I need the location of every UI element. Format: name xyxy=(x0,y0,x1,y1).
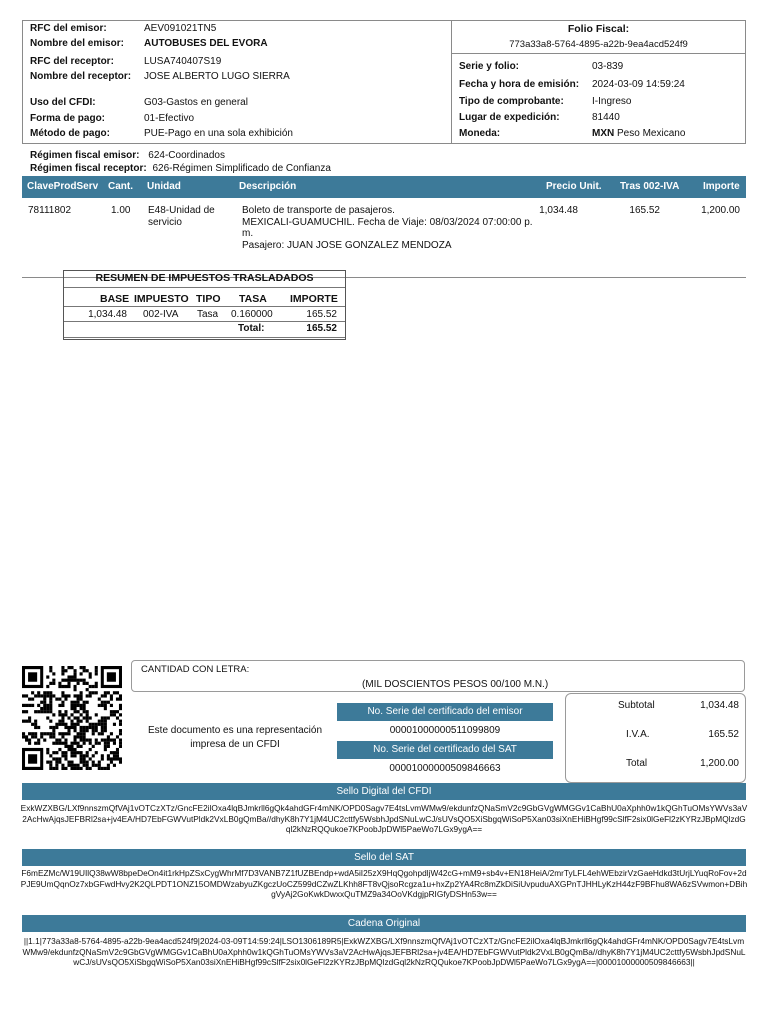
folio-fiscal-label: Folio Fiscal: xyxy=(567,23,630,35)
col-precio: Precio Unit. xyxy=(546,181,602,192)
item-clave: 78111802 xyxy=(28,205,72,216)
divider xyxy=(64,306,345,307)
items-table-header xyxy=(22,176,746,198)
col-clave: ClaveProdServ xyxy=(27,181,99,192)
total-label: Total xyxy=(626,758,648,769)
cantidad-con-letra xyxy=(131,660,745,692)
qr-code xyxy=(22,666,122,770)
uso-cfdi-label: Uso del CFDI: xyxy=(30,97,96,108)
resumen-col-importe: IMPORTE xyxy=(290,293,338,305)
serie-folio-label: Serie y folio: xyxy=(459,61,520,72)
resumen-total-value: 165.52 xyxy=(306,323,337,334)
divider xyxy=(64,287,345,288)
regimen-emisor xyxy=(30,149,331,162)
regimen-fiscal xyxy=(30,149,331,175)
cert-sat-label: No. Serie del certificado del SAT xyxy=(337,741,553,759)
cadena-original-title: Cadena Original xyxy=(22,915,746,932)
folio-fiscal xyxy=(452,21,745,54)
fecha-emision-label: Fecha y hora de emisión: xyxy=(459,79,580,90)
regimen-receptor-value: 626-Régimen Simplificado de Confianza xyxy=(152,163,331,174)
representacion-text: Este documento es una representación impresa de un CFDI xyxy=(148,725,322,750)
iva-value: 165.52 xyxy=(708,729,739,740)
iva-label: I.V.A. xyxy=(626,729,650,740)
cert-emisor-value: 00001000000511099809 xyxy=(389,725,501,736)
item-desc-line1: Boleto de transporte de pasajeros. xyxy=(242,205,395,216)
rfc-receptor-value: LUSA740407S19 xyxy=(144,56,222,67)
item-precio: 1,034.48 xyxy=(539,205,578,216)
resumen-col-tipo: TIPO xyxy=(196,293,221,305)
lugar-expedicion-label: Lugar de expedición: xyxy=(459,112,560,123)
item-desc-line4: Pasajero: JUAN JOSE GONZALEZ MENDOZA xyxy=(242,239,452,251)
col-unidad: Unidad xyxy=(147,181,181,192)
folio-fiscal-value: 773a33a8-5764-4895-a22b-9ea4acd524f9 xyxy=(509,39,688,50)
table-row xyxy=(22,198,746,278)
item-descripcion xyxy=(242,205,542,251)
item-unidad: E48-Unidad de servicio xyxy=(148,205,215,228)
item-iva: 165.52 xyxy=(629,205,660,216)
emisor-receptor-box xyxy=(22,20,452,144)
total-value: 1,200.00 xyxy=(700,758,739,769)
resumen-col-tasa: TASA xyxy=(239,293,267,305)
sello-sat-value: F6mEZMc/W19UIlQ38wW8bpeDeOn4it1rkHpZSxCygWhrMf7D3VANB7Z1fUZBEndp+wdA5iI25zX9HqQgohpdljW42cG+mM9+sb4v+EN18HeiA/2mrTyLFL4ehWEbzirVzGaeHdkd3tUrjLYuqRoFov+2dPJE9UmQqnOz7xbGFwdHvy2K2QLPDT1ONZ15OMDWzabyuZKgczUoCZ599dCZwZLKhh8FT8vQjsoRcgza1u+hxZp2YA4Rc8mZkDiSiUvpuduAXGPnTJHHLyKzH44zF9BFhu8WA6zSVwmon+DBihgVyAj2GoKwkDwxxQuTMZ9a34OoVKdgjpRIGfyDSHn53w== xyxy=(20,868,748,899)
regimen-receptor-label: Régimen fiscal receptor: xyxy=(30,163,147,174)
rfc-emisor-label: RFC del emisor: xyxy=(30,23,107,34)
rfc-emisor-value: AEV091021TN5 xyxy=(144,23,217,34)
serie-folio-value: 03-839 xyxy=(592,61,624,72)
resumen-base: 1,034.48 xyxy=(88,309,127,320)
totales-box xyxy=(565,693,746,783)
resumen-tipo: Tasa xyxy=(197,309,219,320)
resumen-importe: 165.52 xyxy=(306,309,337,320)
moneda-name: Peso Mexicano xyxy=(617,128,686,139)
invoice-header xyxy=(22,20,746,144)
divider xyxy=(64,321,345,322)
moneda-value xyxy=(592,128,685,139)
fecha-emision-value: 2024-03-09 14:59:24 xyxy=(592,79,685,90)
divider xyxy=(64,337,345,338)
nombre-emisor-value: AUTOBUSES DEL EVORA xyxy=(144,38,268,49)
resumen-col-impuesto: IMPUESTO xyxy=(134,293,189,305)
rfc-receptor-label: RFC del receptor: xyxy=(30,56,114,67)
resumen-impuesto: 002-IVA xyxy=(143,309,179,320)
metodo-pago-label: Método de pago: xyxy=(30,128,110,139)
forma-pago-value: 01-Efectivo xyxy=(144,113,195,124)
resumen-tasa: 0.160000 xyxy=(231,309,273,320)
sello-sat-title: Sello del SAT xyxy=(22,849,746,866)
resumen-impuestos xyxy=(63,270,346,340)
certificados xyxy=(337,703,553,779)
item-cant: 1.00 xyxy=(111,205,131,216)
sello-cfdi-value: ExkWZXBG/LXf9nnszmQfVAj1vOTCzXTz/GncFE2ilOxa4lqBJmkrll6gQk4ahdGFr4mNK/OPD0Sagv7E4tsLvmWMw9/ekdunfzQNaSmV2c9GbGVgWMGGv1CaBhU0aXphh0w1kQGhTuOMsYWVs3aV2AcHwAjqsJEFBRl2sa+jv4EA/HD7EbFGWVutPldk2VxLB0gQmBa//dhyK8h7Y1jM4UC2cttfy5WsbhJpdSNuLwCJ/sUVsQO5XiSbgqWiSoP5Xan03siXnEHiBHgf99cSlfF2six0lGeFl2zKYRzJBpMQlzdGql2kNzRQQukoe7KPoobJpDWl5PaeWo7LGx9ygA== xyxy=(20,803,748,834)
subtotal-label: Subtotal xyxy=(618,700,655,711)
cadena-original-value: ||1.1|773a33a8-5764-4895-a22b-9ea4acd524f9|2024-03-09T14:59:24|LSO1306189R5|ExkWZXBG/LXf9nnszmQfVAj1vOTCzXTz/GncFE2ilOxa4lqBJmkrll6gQk4ahdGFr4mNK/OPD0Sagv7E4tsLvmWMw9/ekdunfzQNaSmV2c9GbGVgWMGGv1CaBhU0aXphh0w1kQGhTuOMsYWVs3aV2AcHwAjqsJEFBRl2sa+jv4EA/HD7EbFGWVutPldk2VxLB0gQmBa//dhyK8h7Y1jM4UC2cttfy5WsbhJpdSNuLwCJ/sUVsQO5XiSbgqWiSoP5Xan03siXnEHiBHgf99cSlfF2six0lGeFl2zKYRzJBpMQlzdGql2kNzRQQukoe7KPoobJpDWl5PaeWo7LGx9ygA==|00001000000509846663|| xyxy=(22,936,746,967)
resumen-title: RESUMEN DE IMPUESTOS TRASLADADOS xyxy=(95,272,314,284)
cert-emisor-label: No. Serie del certificado del emisor xyxy=(337,703,553,721)
items-table xyxy=(22,176,746,278)
subtotal-value: 1,034.48 xyxy=(700,700,739,711)
forma-pago-label: Forma de pago: xyxy=(30,113,106,124)
col-importe: Importe xyxy=(703,181,740,192)
nombre-receptor-value: JOSE ALBERTO LUGO SIERRA xyxy=(144,71,290,82)
col-iva: Tras 002-IVA xyxy=(620,181,680,192)
item-desc-line2: MEXICALI-GUAMUCHIL. Fecha de Viaje: 08/03/2024 07:00:00 p. xyxy=(242,216,533,228)
col-cant: Cant. xyxy=(108,181,133,192)
folio-box xyxy=(452,20,746,144)
item-importe: 1,200.00 xyxy=(701,205,740,216)
tipo-comprobante-value: I-Ingreso xyxy=(592,96,632,107)
uso-cfdi-value: G03-Gastos en general xyxy=(144,97,248,108)
tipo-comprobante-label: Tipo de comprobante: xyxy=(459,96,564,107)
cert-sat-value: 00001000000509846663 xyxy=(389,763,501,774)
item-desc-line3: m. xyxy=(242,228,254,239)
sello-cfdi-title: Sello Digital del CFDI xyxy=(22,783,746,800)
lugar-expedicion-value: 81440 xyxy=(592,112,620,123)
nombre-receptor-label: Nombre del receptor: xyxy=(30,71,132,82)
cantidad-value: (MIL DOSCIENTOS PESOS 00/100 M.N.) xyxy=(362,679,549,690)
col-descripcion: Descripción xyxy=(239,181,297,192)
regimen-receptor xyxy=(30,162,331,175)
regimen-emisor-value: 624-Coordinados xyxy=(148,150,225,161)
moneda-label: Moneda: xyxy=(459,128,501,139)
regimen-emisor-label: Régimen fiscal emisor: xyxy=(30,150,140,161)
moneda-code: MXN xyxy=(592,128,615,139)
nombre-emisor-label: Nombre del emisor: xyxy=(30,38,124,49)
metodo-pago-value: PUE-Pago en una sola exhibición xyxy=(144,128,293,139)
resumen-col-base: BASE xyxy=(100,293,130,305)
rfc-emisor-row xyxy=(30,23,107,34)
cantidad-label: CANTIDAD CON LETRA: xyxy=(141,664,250,675)
resumen-total-label: Total: xyxy=(238,323,265,334)
